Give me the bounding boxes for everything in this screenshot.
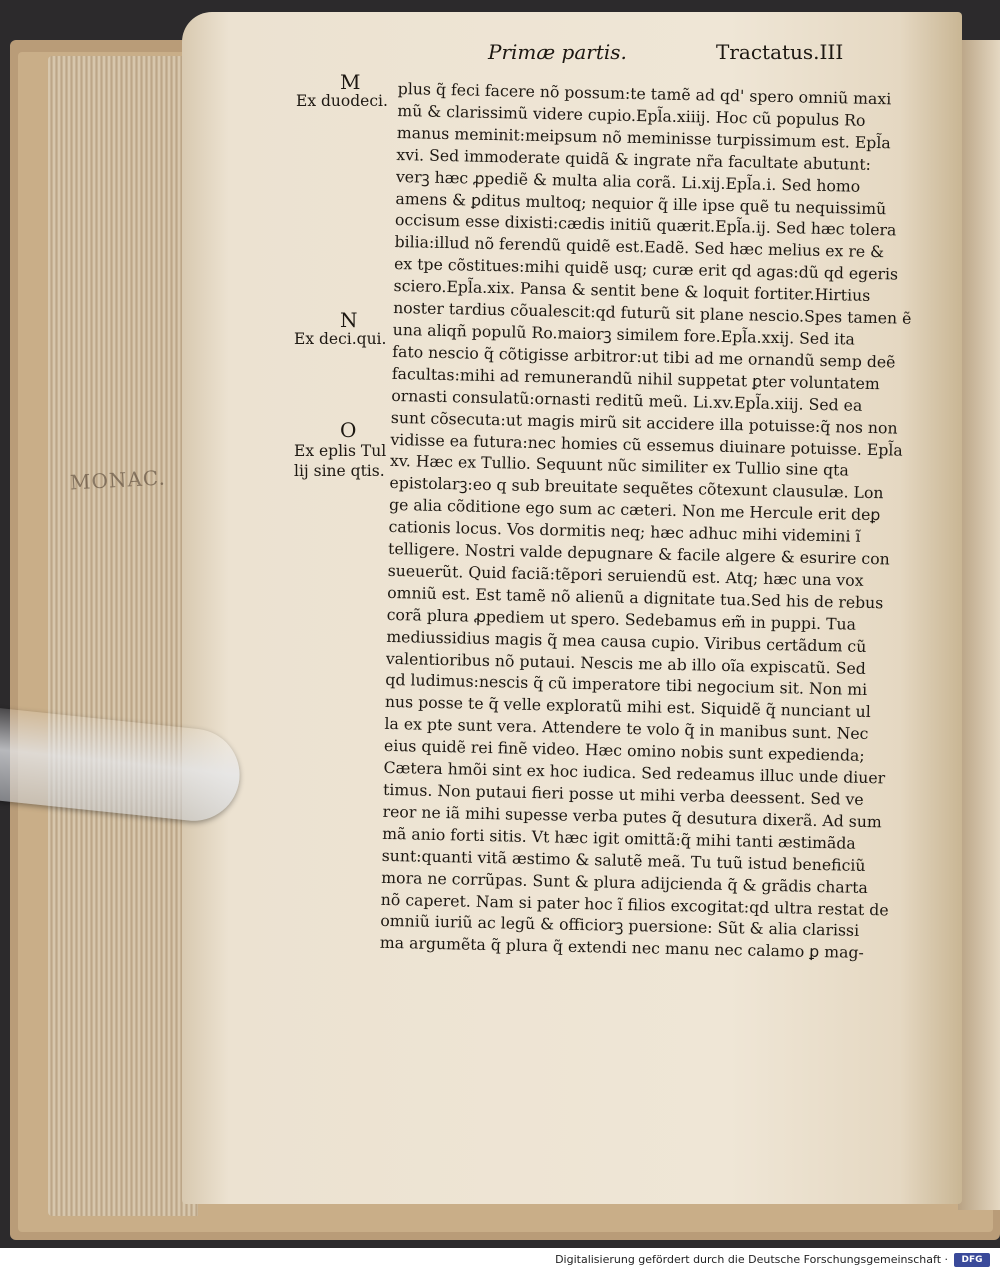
text-line: ge alia cõditione ego sum ac cæteri. Non me Hercule erit deꝑ — [388, 495, 881, 525]
text-line: manus meminit:meipsum nõ meminisse turpissimum est. Epl̃a — [396, 122, 891, 153]
margin-note-o-2: lij sine qtis. — [294, 462, 385, 480]
margin-letter-n: N — [340, 308, 358, 332]
text-line: amens & ꝑditus multoq; nequior q̃ ille ipse quẽ tu nequissimũ — [395, 188, 887, 218]
text-line: plus q̃ feci facere nõ possum:te tamẽ ad qd' spero omniũ maxi — [397, 78, 892, 109]
text-line: timus. Non putaui fieri posse ut mihi verba deessent. Sed ve — [382, 779, 864, 809]
text-line: sueuerũt. Quid faciã:tẽpori seruiendũ est. Atq; hæc una vox — [387, 560, 864, 590]
running-header-left: Primæ partis. — [488, 40, 627, 64]
text-line: noster tardius cõualescit:qd futurũ sit plane nescio.Spes tamen ẽ — [392, 298, 912, 328]
text-line: nõ caperet. Nam si pater hoc ĩ filios excogitat:qd ultra restat de — [380, 889, 889, 919]
text-line: facultas:mihi ad remunerandũ nihil suppetat ꝑter voluntatem — [391, 363, 880, 393]
margin-letter-o: O — [340, 418, 357, 442]
text-line: verꝫ hæc ꝓpediẽ & multa alia corã. Li.xij.Epl̃a.i. Sed homo — [395, 166, 861, 196]
text-line: una aliqñ populũ Ro.maiorꝫ similem fore.Epl̃a.xxij. Sed ita — [392, 319, 856, 349]
text-line: mediussidius magis q̃ mea causa cupio. Viribus certãdum cũ — [386, 626, 867, 656]
text-line: bilia:illud nõ ferendũ quidẽ est.Eadẽ. Sed hæc melius ex re & — [394, 232, 885, 262]
text-line: fato nescio q̃ cõtigisse arbitror:ut tibi ad me ornandũ semp deẽ — [392, 341, 896, 372]
funding-credit: Digitalisierung gefördert durch die Deutsche Forschungsgemeinschaft · — [555, 1253, 948, 1266]
margin-note-m: Ex duodeci. — [296, 92, 388, 110]
text-line: vidisse ea futura:nec homies cũ essemus diuinare potuisse. Epl̃a — [390, 429, 903, 460]
text-line: mũ & clarissimũ videre cupio.Epl̃a.xiiij. Hoc cũ populus Ro — [397, 100, 866, 130]
text-line: sunt:quanti vitã æstimo & salutẽ meã. Tu tuũ istud beneficiũ — [381, 845, 866, 875]
page-edges — [48, 56, 198, 1216]
text-line: xv. Hæc ex Tullio. Sequunt nũc similiter ex Tullio sine qta — [389, 451, 850, 480]
library-stamp: MONAC. — [69, 465, 167, 495]
text-line: occisum esse dixisti:cædis initiũ quærit.Epl̃a.ij. Sed hæc tolera — [394, 210, 897, 240]
text-line: reor ne iã mihi supesse verba putes q̃ desutura dixerã. Ad sum — [382, 801, 882, 832]
text-line: ornasti consulatũ:ornasti reditũ meũ. Li.xv.Epl̃a.xiij. Sed ea — [391, 385, 863, 415]
facing-page-edge — [958, 40, 1000, 1210]
footer-bar — [0, 1248, 1000, 1273]
text-line: nus posse te q̃ velle exploratũ mihi est. Siquidẽ q̃ nunciant ul — [384, 692, 871, 722]
margin-note-o-1: Ex eplis Tul — [294, 442, 387, 460]
text-line: mã anio forti sitis. Vt hæc igit omittã:q̃ mihi tanti æstimãda — [381, 823, 856, 853]
body-text — [380, 78, 938, 965]
dfg-logo: DFG — [954, 1253, 990, 1267]
text-line: cationis locus. Vos dormitis neq; hæc adhuc mihi videmini ĩ — [388, 517, 861, 546]
text-line: omniũ est. Est tamẽ nõ alienũ a dignitate tua.Sed his de rebus — [387, 582, 884, 613]
text-line: xvi. Sed immoderate quidã & ingrate nr̃a facultate abutunt: — [396, 144, 872, 174]
text-line: epistolarꝫ:eo q sub breuitate sequẽtes cõtexunt clausulæ. Lon — [389, 473, 884, 503]
text-line: omniũ iuriũ ac legũ & officiorꝫ puersione: Sũt & alia clarissi — [380, 911, 860, 941]
margin-letter-m: M — [340, 70, 361, 94]
text-line: corã plura ꝓpediem ut spero. Sedebamus em̃ in puppi. Tua — [386, 604, 857, 634]
margin-note-n: Ex deci.qui. — [294, 330, 387, 348]
text-line: mora ne corrũpas. Sunt & plura adijcienda q̃ & grãdis charta — [381, 867, 869, 897]
text-line: sciero.Epl̃a.xix. Pansa & sentit bene & loquit fortiter.Hirtius — [393, 276, 871, 306]
text-line: la ex pte sunt vera. Attendere te volo q̃ in manibus sunt. Nec — [384, 714, 869, 744]
text-line: Cætera hmõi sint ex hoc iudica. Sed redeamus illuc unde diuer — [383, 757, 886, 788]
text-line: sunt cõsecuta:ut magis mirũ sit accidere illa potuisse:q̃ nos non — [390, 407, 898, 438]
text-line: valentioribus nõ putaui. Nescis me ab illo oĩa expiscatũ. Sed — [385, 648, 867, 678]
text-line: ex tpe cõstitues:mihi quidẽ usq; curæ erit qd agas:dũ qd egeris — [393, 254, 899, 284]
text-line: telligere. Nostri valde depugnare & facile algere & esurire con — [387, 538, 890, 569]
text-line: qd ludimus:nescis q̃ cũ imperatore tibi negocium sit. Non mi — [385, 670, 868, 700]
text-line: eius quidẽ rei finẽ video. Hæc omino nobis sunt expedienda; — [383, 736, 865, 766]
text-line: ma argumẽta q̃ plura q̃ extendi nec manu nec calamo ꝑ mag- — [379, 933, 864, 963]
running-header-right: Tractatus.III — [716, 40, 844, 64]
